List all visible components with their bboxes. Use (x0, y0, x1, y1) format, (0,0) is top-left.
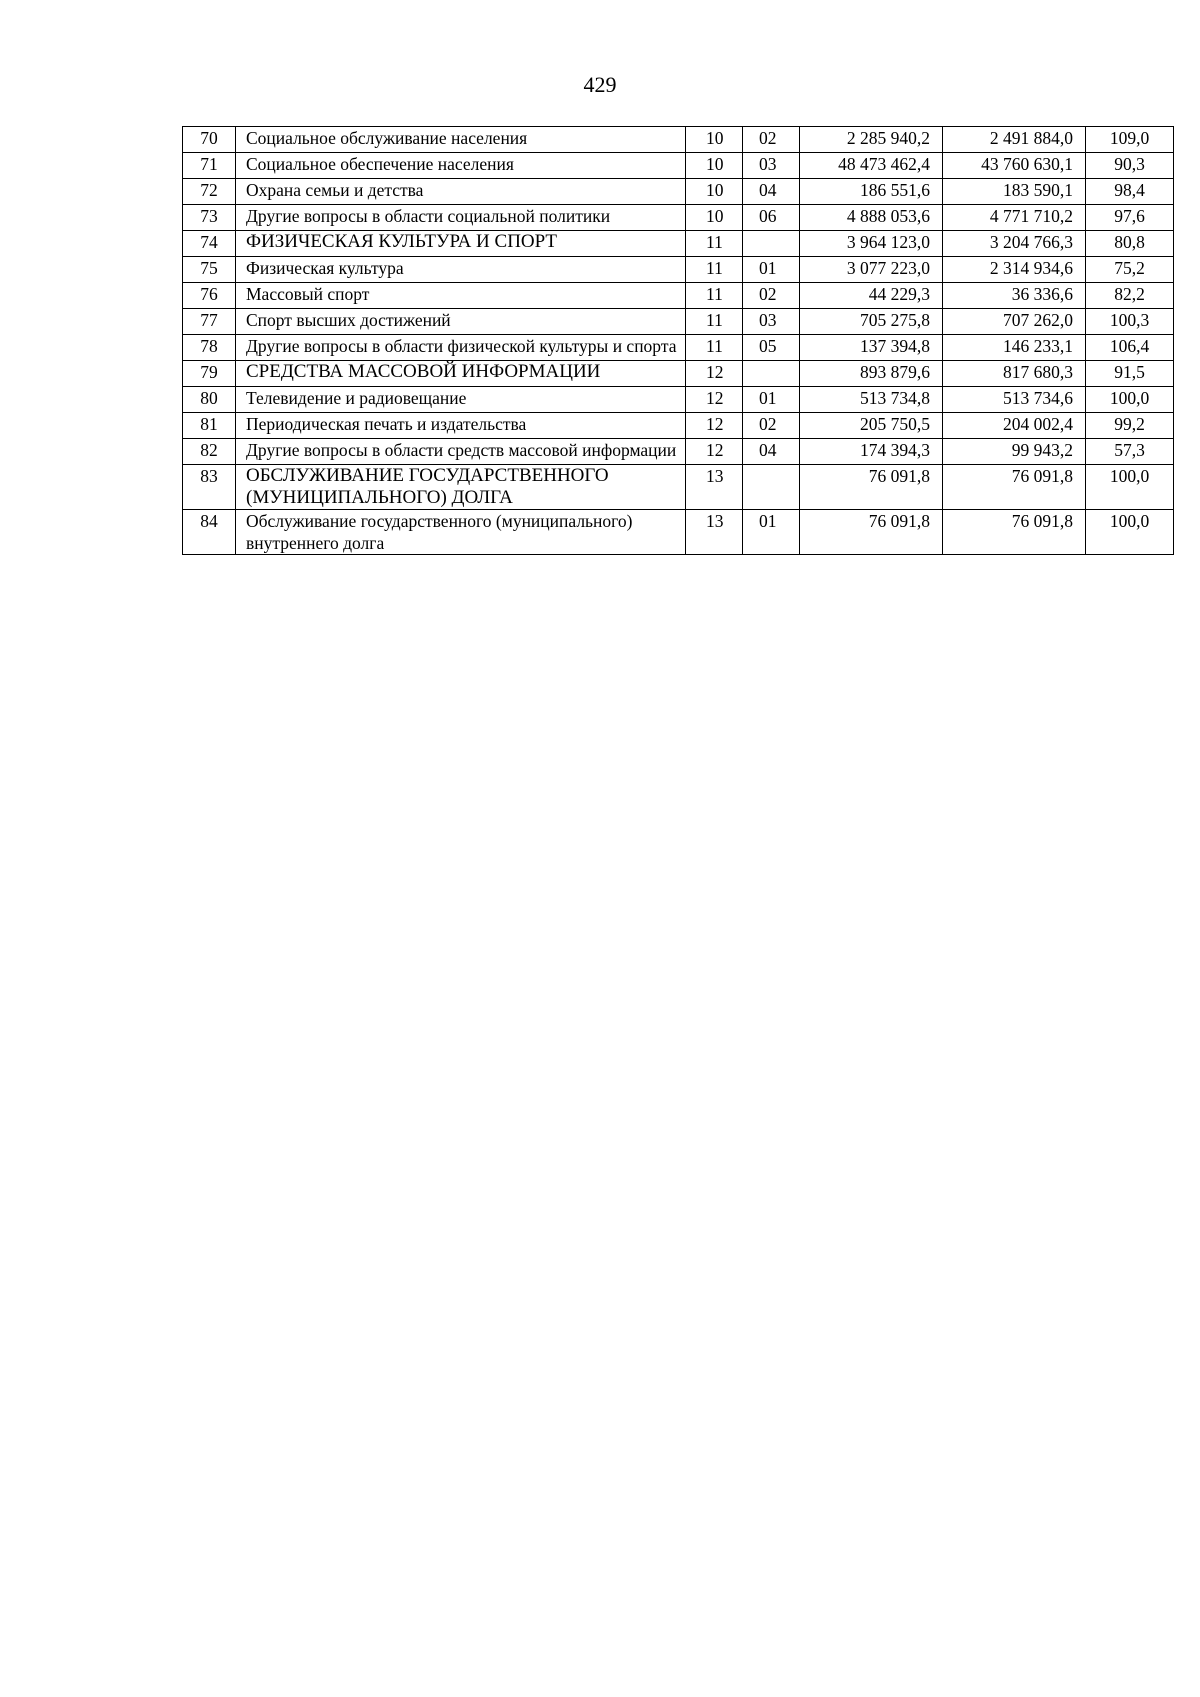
subsection-code-cell (743, 231, 800, 257)
item-name-cell: Другие вопросы в области социальной политики (236, 205, 686, 231)
subsection-code-cell: 02 (743, 413, 800, 439)
executed-amount-cell: 707 262,0 (943, 309, 1086, 335)
subsection-code-cell: 04 (743, 179, 800, 205)
table-row (183, 127, 1174, 153)
section-code-cell: 13 (686, 465, 743, 510)
execution-percent-cell: 80,8 (1086, 231, 1174, 257)
approved-amount-cell: 205 750,5 (800, 413, 943, 439)
subsection-code-cell: 01 (743, 257, 800, 283)
section-code-cell: 11 (686, 283, 743, 309)
section-code-cell: 11 (686, 309, 743, 335)
table-row (183, 439, 1174, 465)
approved-amount-cell: 137 394,8 (800, 335, 943, 361)
section-code-cell: 10 (686, 179, 743, 205)
subsection-code-cell: 06 (743, 205, 800, 231)
item-name-cell: Другие вопросы в области физической культуры и спорта (236, 335, 686, 361)
subsection-code-cell: 01 (743, 387, 800, 413)
subsection-code-cell: 03 (743, 309, 800, 335)
section-code-cell: 12 (686, 387, 743, 413)
section-code-cell: 12 (686, 413, 743, 439)
approved-amount-cell: 76 091,8 (800, 465, 943, 510)
item-name-cell: Социальное обслуживание населения (236, 127, 686, 153)
execution-percent-cell: 109,0 (1086, 127, 1174, 153)
section-code-cell: 11 (686, 257, 743, 283)
approved-amount-cell: 3 964 123,0 (800, 231, 943, 257)
executed-amount-cell: 76 091,8 (943, 465, 1086, 510)
section-code-cell: 10 (686, 153, 743, 179)
table-row (183, 231, 1174, 257)
execution-percent-cell: 100,0 (1086, 465, 1174, 510)
approved-amount-cell: 44 229,3 (800, 283, 943, 309)
item-name-cell: Физическая культура (236, 257, 686, 283)
section-code-cell: 11 (686, 335, 743, 361)
execution-percent-cell: 75,2 (1086, 257, 1174, 283)
execution-percent-cell: 100,0 (1086, 387, 1174, 413)
executed-amount-cell: 204 002,4 (943, 413, 1086, 439)
item-name-cell: Обслуживание государственного (муниципального) внутреннего долга (236, 510, 686, 555)
subsection-code-cell: 01 (743, 510, 800, 555)
table-row (183, 387, 1174, 413)
execution-percent-cell: 57,3 (1086, 439, 1174, 465)
approved-amount-cell: 4 888 053,6 (800, 205, 943, 231)
row-number-cell: 81 (183, 413, 236, 439)
row-number-cell: 79 (183, 361, 236, 387)
item-name-cell: Периодическая печать и издательства (236, 413, 686, 439)
executed-amount-cell: 3 204 766,3 (943, 231, 1086, 257)
row-number-cell: 83 (183, 465, 236, 510)
table-row (183, 205, 1174, 231)
row-number-cell: 74 (183, 231, 236, 257)
item-name-cell: Охрана семьи и детства (236, 179, 686, 205)
approved-amount-cell: 513 734,8 (800, 387, 943, 413)
section-code-cell: 12 (686, 361, 743, 387)
item-name-cell: Другие вопросы в области средств массовой информации (236, 439, 686, 465)
row-number-cell: 72 (183, 179, 236, 205)
table-body (183, 127, 1174, 555)
section-code-cell: 11 (686, 231, 743, 257)
executed-amount-cell: 817 680,3 (943, 361, 1086, 387)
item-name-cell: Социальное обеспечение населения (236, 153, 686, 179)
item-name-cell: ФИЗИЧЕСКАЯ КУЛЬТУРА И СПОРТ (236, 231, 686, 257)
row-number-cell: 78 (183, 335, 236, 361)
execution-percent-cell: 99,2 (1086, 413, 1174, 439)
approved-amount-cell: 893 879,6 (800, 361, 943, 387)
approved-amount-cell: 3 077 223,0 (800, 257, 943, 283)
row-number-cell: 70 (183, 127, 236, 153)
item-name-cell: Спорт высших достижений (236, 309, 686, 335)
executed-amount-cell: 513 734,6 (943, 387, 1086, 413)
approved-amount-cell: 186 551,6 (800, 179, 943, 205)
table-row (183, 413, 1174, 439)
section-code-cell: 12 (686, 439, 743, 465)
row-number-cell: 73 (183, 205, 236, 231)
executed-amount-cell: 99 943,2 (943, 439, 1086, 465)
executed-amount-cell: 146 233,1 (943, 335, 1086, 361)
row-number-cell: 84 (183, 510, 236, 555)
budget-table (182, 126, 1174, 555)
page-number: 429 (583, 72, 617, 97)
item-name-cell: Массовый спорт (236, 283, 686, 309)
table-row (183, 335, 1174, 361)
executed-amount-cell: 2 491 884,0 (943, 127, 1086, 153)
section-code-cell: 10 (686, 127, 743, 153)
row-number-cell: 76 (183, 283, 236, 309)
table-row (183, 309, 1174, 335)
row-number-cell: 75 (183, 257, 236, 283)
row-number-cell: 77 (183, 309, 236, 335)
execution-percent-cell: 90,3 (1086, 153, 1174, 179)
approved-amount-cell: 2 285 940,2 (800, 127, 943, 153)
executed-amount-cell: 2 314 934,6 (943, 257, 1086, 283)
approved-amount-cell: 76 091,8 (800, 510, 943, 555)
table-row (183, 153, 1174, 179)
table-row (183, 361, 1174, 387)
table-row (183, 465, 1174, 510)
execution-percent-cell: 98,4 (1086, 179, 1174, 205)
execution-percent-cell: 100,0 (1086, 510, 1174, 555)
approved-amount-cell: 48 473 462,4 (800, 153, 943, 179)
executed-amount-cell: 183 590,1 (943, 179, 1086, 205)
executed-amount-cell: 4 771 710,2 (943, 205, 1086, 231)
section-code-cell: 10 (686, 205, 743, 231)
executed-amount-cell: 76 091,8 (943, 510, 1086, 555)
subsection-code-cell: 03 (743, 153, 800, 179)
subsection-code-cell (743, 465, 800, 510)
item-name-cell: ОБСЛУЖИВАНИЕ ГОСУДАРСТВЕННОГО (МУНИЦИПАЛЬНОГО) ДОЛГА (236, 465, 686, 510)
item-name-cell: Телевидение и радиовещание (236, 387, 686, 413)
execution-percent-cell: 100,3 (1086, 309, 1174, 335)
table-row (183, 179, 1174, 205)
approved-amount-cell: 705 275,8 (800, 309, 943, 335)
execution-percent-cell: 97,6 (1086, 205, 1174, 231)
approved-amount-cell: 174 394,3 (800, 439, 943, 465)
subsection-code-cell: 02 (743, 283, 800, 309)
table-row (183, 257, 1174, 283)
executed-amount-cell: 43 760 630,1 (943, 153, 1086, 179)
section-code-cell: 13 (686, 510, 743, 555)
item-name-cell: СРЕДСТВА МАССОВОЙ ИНФОРМАЦИИ (236, 361, 686, 387)
subsection-code-cell: 05 (743, 335, 800, 361)
execution-percent-cell: 82,2 (1086, 283, 1174, 309)
row-number-cell: 80 (183, 387, 236, 413)
execution-percent-cell: 106,4 (1086, 335, 1174, 361)
subsection-code-cell: 02 (743, 127, 800, 153)
table-row (183, 510, 1174, 555)
execution-percent-cell: 91,5 (1086, 361, 1174, 387)
subsection-code-cell (743, 361, 800, 387)
row-number-cell: 71 (183, 153, 236, 179)
subsection-code-cell: 04 (743, 439, 800, 465)
row-number-cell: 82 (183, 439, 236, 465)
executed-amount-cell: 36 336,6 (943, 283, 1086, 309)
table-row (183, 283, 1174, 309)
